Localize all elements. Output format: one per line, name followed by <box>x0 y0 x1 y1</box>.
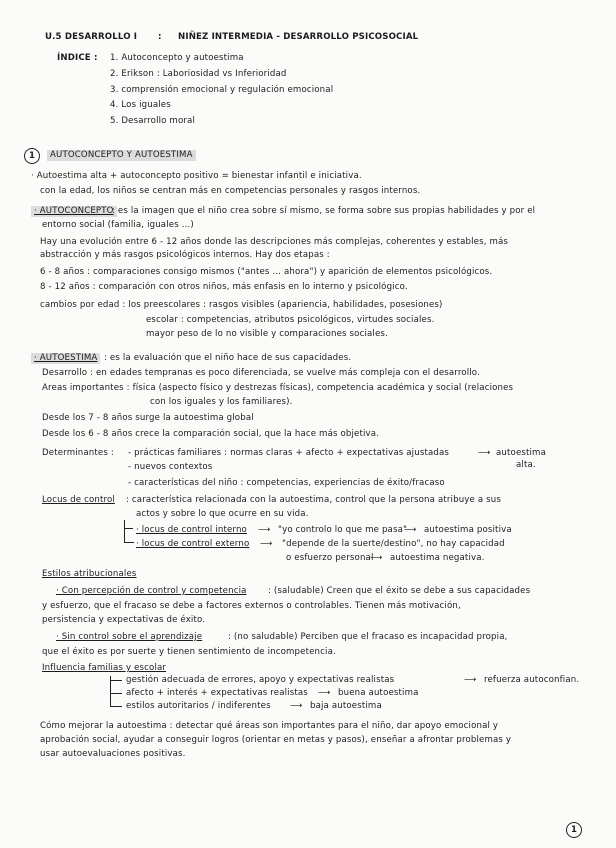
text-line: estilos autoritarios / indiferentes <box>126 701 271 711</box>
text-line: mayor peso de lo no visible y comparaciones sociales. <box>146 329 388 339</box>
text-line: Areas importantes : física (aspecto físico y destrezas físicas), competencia académica y social (relaciones <box>42 383 514 393</box>
text-line: escolar : competencias, atributos psicológicos, virtudes sociales. <box>146 315 435 325</box>
determinantes-label: Determinantes : <box>42 448 114 458</box>
text-line: persistencia y expectativas de éxito. <box>42 615 206 625</box>
text-line: : es la evaluación que el niño hace de sus capacidades. <box>104 353 352 363</box>
text-line: 6 - 8 años : comparaciones consigo mismos ("antes ... ahora") y aparición de elementos psicológicos. <box>40 267 493 277</box>
text-line: autoestima positiva <box>424 525 512 535</box>
autoestima-label: · AUTOESTIMA <box>31 353 100 364</box>
text-line: entorno social (familia, iguales ...) <box>42 220 194 230</box>
text-line: gestión adecuada de errores, apoyo y expectativas realistas <box>126 675 395 685</box>
bracket-line <box>124 542 134 543</box>
index-item: 2. Erikson : Laboriosidad vs Inferioridad <box>110 69 287 79</box>
text-line: · Autoestima alta + autoconcepto positivo = bienestar infantil e iniciativa. <box>31 171 362 181</box>
text-line: : característica relacionada con la autoestima, control que la persona atribuye a sus <box>126 495 502 505</box>
index-item: 5. Desarrollo moral <box>110 116 195 126</box>
text-line: baja autoestima <box>310 701 382 711</box>
index-item: 3. comprensión emocional y regulación emocional <box>110 85 334 95</box>
text-line: "depende de la suerte/destino", no hay capacidad <box>282 539 505 549</box>
text-line: usar autoevaluaciones positivas. <box>40 749 186 759</box>
bracket-line <box>110 693 122 694</box>
text-line: : (saludable) Creen que el éxito se debe a sus capacidades <box>268 586 531 596</box>
text-line: Hay una evolución entre 6 - 12 años donde las descripciones más complejas, coherentes y estables, más <box>40 237 509 247</box>
bracket-line <box>110 706 122 707</box>
arrow-glyph: ⟶ <box>318 688 331 698</box>
unit-title: U.5 DESARROLLO I <box>45 32 138 42</box>
estilos-label: Estilos atribucionales <box>42 569 137 579</box>
text-line: 8 - 12 años : comparación con otros niños, más enfasis en lo interno y psicológico. <box>40 282 408 292</box>
arrow-glyph: ⟶ <box>258 525 271 535</box>
arrow-glyph: ⟶ <box>290 701 303 711</box>
arrow-glyph: ⟶ <box>478 448 491 458</box>
text-line: alta. <box>516 460 536 470</box>
bracket-line <box>124 520 133 529</box>
text-line: cambios por edad : los preescolares : rasgos visibles (apariencia, habilidades, posesiones) <box>40 300 443 310</box>
text-line: "yo controlo lo que me pasa" <box>278 525 408 535</box>
text-line: - nuevos contextos <box>128 462 213 472</box>
topic-title: NIÑEZ INTERMEDIA - DESARROLLO PSICOSOCIAL <box>178 32 419 42</box>
index-label: ÍNDICE : <box>57 53 98 63</box>
text-line: - prácticas familiares : normas claras + afecto + expectativas ajustadas <box>128 448 450 458</box>
section-number: 1 <box>24 148 40 164</box>
autoconcepto-label: · AUTOCONCEPTO <box>31 206 117 217</box>
text-line: refuerza autoconfian. <box>484 675 580 685</box>
text-line: Desde los 7 - 8 años surge la autoestima global <box>42 413 254 423</box>
locus-label: Locus de control <box>42 495 115 505</box>
header-separator: : <box>158 32 162 42</box>
text-line: Cómo mejorar la autoestima : detectar qué áreas son importantes para el niño, dar apoyo emocional y <box>40 721 499 731</box>
text-line: y esfuerzo, que el fracaso se debe a factores externos o controlables. Tienen más motivación, <box>42 601 461 611</box>
estilo-saludable-label: · Con percepción de control y competencia <box>56 586 247 596</box>
text-line: que el éxito es por suerte y tienen sentimiento de incompetencia. <box>42 647 336 657</box>
page-number: 1 <box>566 822 582 838</box>
text-line: buena autoestima <box>338 688 419 698</box>
text-line: - características del niño : competencias, experiencias de éxito/fracaso <box>128 478 445 488</box>
index-item: 4. Los iguales <box>110 100 171 110</box>
estilo-no-saludable-label: · Sin control sobre el aprendizaje <box>56 632 203 642</box>
locus-interno-label: · locus de control interno <box>136 525 247 535</box>
influencia-label: Influencia familias y escolar <box>42 663 167 673</box>
bracket-line <box>110 680 122 681</box>
text-line: abstracción y más rasgos psicológicos internos. Hay dos etapas : <box>40 250 330 260</box>
arrow-glyph: ⟶ <box>370 553 383 563</box>
text-line: : es la imagen que el niño crea sobre sí mismo, se forma sobre sus propias habilidades y por el <box>112 206 536 216</box>
section-title: AUTOCONCEPTO Y AUTOESTIMA <box>47 150 196 161</box>
arrow-glyph: ⟶ <box>260 539 273 549</box>
text-line: aprobación social, ayudar a conseguir logros (orientar en metas y pasos), enseñar a afrontar problemas y <box>40 735 512 745</box>
text-line: autoestima negativa. <box>390 553 485 563</box>
index-item: 1. Autoconcepto y autoestima <box>110 53 244 63</box>
text-line: : (no saludable) Perciben que el fracaso es incapacidad propia, <box>228 632 508 642</box>
text-line: autoestima <box>496 448 546 458</box>
text-line: con la edad, los niños se centran más en competencias personales y rasgos internos. <box>40 186 421 196</box>
bracket-line <box>124 528 125 542</box>
text-line: o esfuerzo personal <box>286 553 374 563</box>
locus-externo-label: · locus de control externo <box>136 539 250 549</box>
arrow-glyph: ⟶ <box>404 525 417 535</box>
text-line: Desarrollo : en edades tempranas es poco diferenciada, se vuelve más compleja con el desarrollo. <box>42 368 480 378</box>
text-line: con los iguales y los familiares). <box>150 397 293 407</box>
text-line: Desde los 6 - 8 años crece la comparación social, que la hace más objetiva. <box>42 429 380 439</box>
text-line: actos y sobre lo que ocurre en su vida. <box>136 509 309 519</box>
text-line: afecto + interés + expectativas realistas <box>126 688 308 698</box>
arrow-glyph: ⟶ <box>464 675 477 685</box>
